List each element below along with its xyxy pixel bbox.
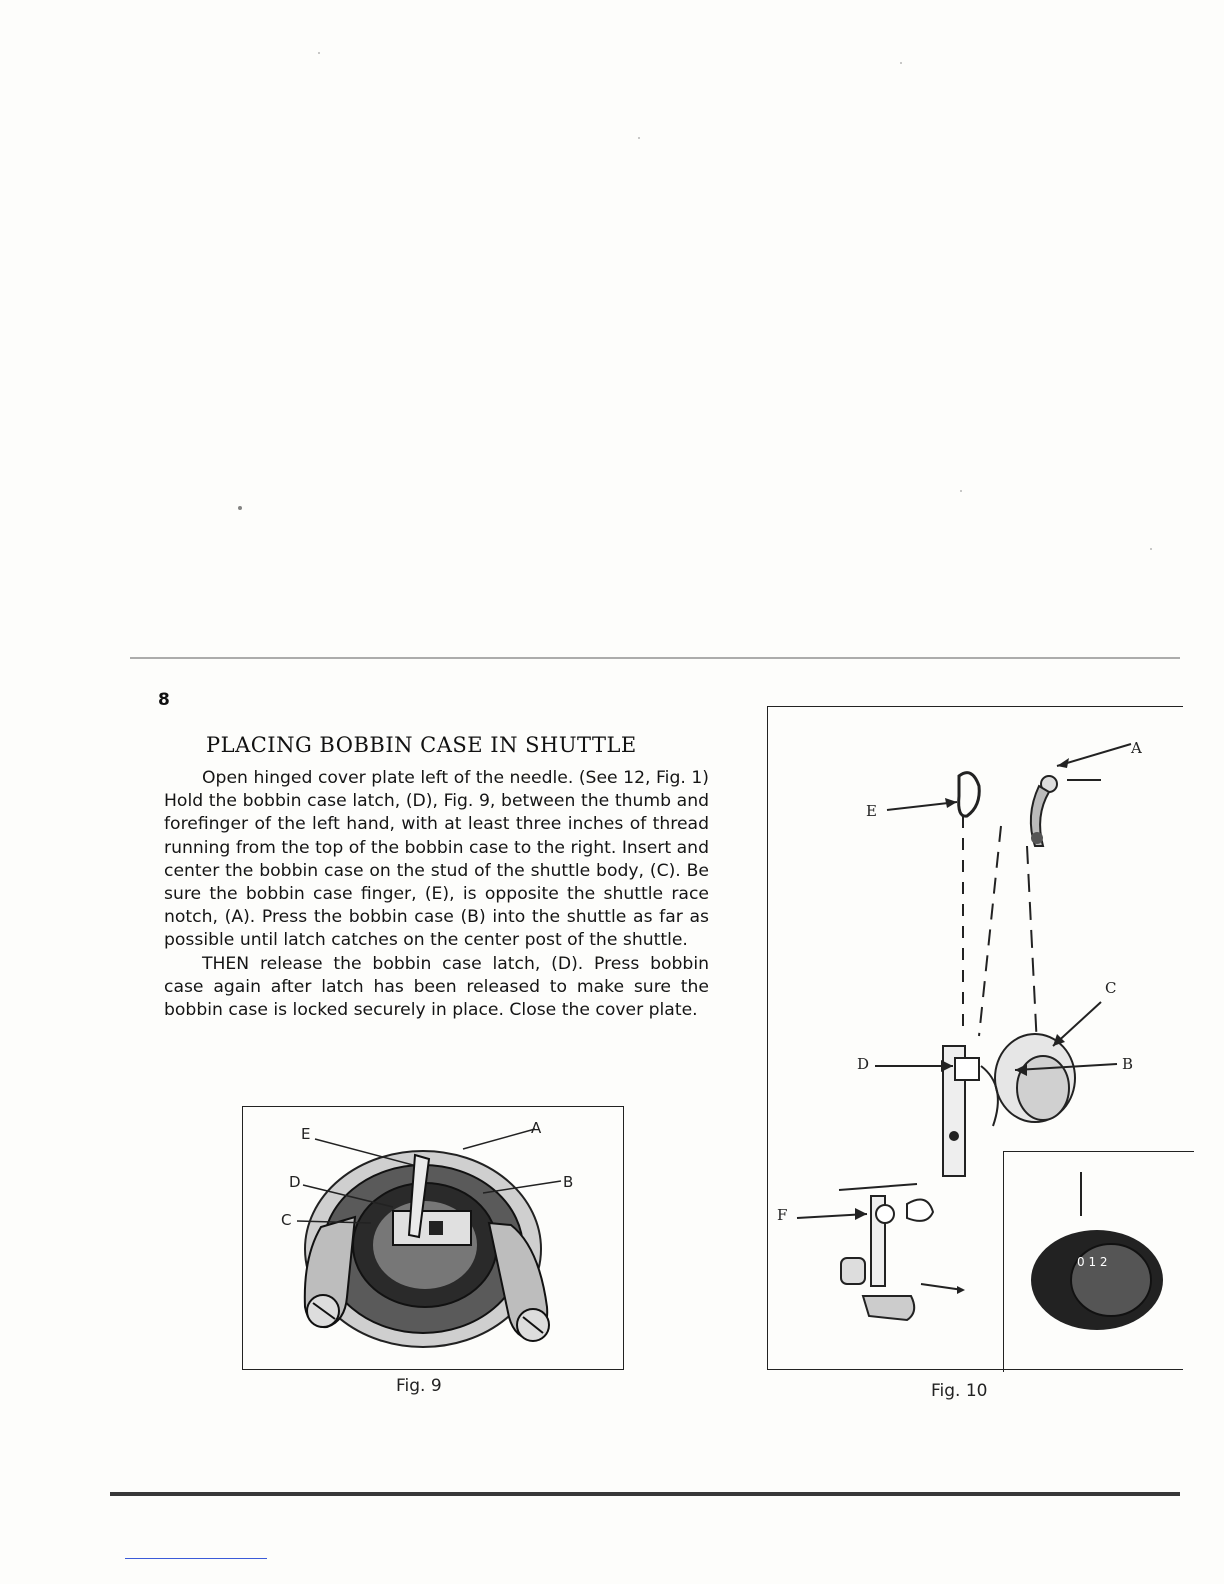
fig9-bobbin-shuttle-drawing <box>243 1107 623 1369</box>
instructions-text <box>164 767 709 1022</box>
fig9-label-a: A <box>531 1119 542 1137</box>
fig9-label-b: B <box>563 1173 574 1191</box>
fig10-label-f: F <box>777 1206 788 1224</box>
arrow-e-head <box>945 798 957 808</box>
fig10-label-a: A <box>1131 739 1142 757</box>
thread-direction-line <box>921 1284 963 1290</box>
leader-line-e <box>315 1139 413 1165</box>
fig10-caption: Fig. 10 <box>931 1381 988 1401</box>
thread-guide-d <box>955 1058 979 1080</box>
thumb-screw <box>907 1200 933 1221</box>
fig10-label-c: C <box>1105 979 1117 997</box>
thread-guide-eyelet <box>1031 832 1043 844</box>
section-heading: PLACING BOBBIN CASE IN SHUTTLE <box>206 733 637 757</box>
thread-take-up-lever <box>959 773 980 817</box>
fig10-threading-drawing <box>767 706 1182 1368</box>
presser-bar-line <box>839 1184 917 1190</box>
fig9-label-c: C <box>281 1211 292 1229</box>
scan-speck <box>960 490 962 492</box>
fig9-label-e: E <box>301 1125 311 1143</box>
page-number: 8 <box>158 690 170 710</box>
bottom-link-underline <box>125 1558 267 1559</box>
center-post <box>429 1221 443 1235</box>
arrow-f-head <box>855 1208 867 1220</box>
fig10-label-e: E <box>866 802 877 820</box>
arrow-a <box>1057 744 1131 766</box>
scan-speck <box>638 137 640 139</box>
top-divider-rule <box>130 657 1180 659</box>
presser-foot-screw <box>841 1258 865 1284</box>
thread-path-3 <box>1027 846 1037 1046</box>
fig10-label-d: D <box>857 1055 870 1073</box>
scan-speck <box>900 62 902 64</box>
presser-foot <box>863 1296 914 1320</box>
fig9-illustration-frame <box>242 1106 624 1370</box>
fig9-label-d: D <box>289 1173 301 1191</box>
dial-numbers: 0 1 2 <box>1077 1255 1108 1269</box>
scan-speck <box>238 506 242 510</box>
leader-line-a <box>463 1129 535 1149</box>
instructions-paragraph-1: Open hinged cover plate left of the needle. (See 12, Fig. 1) Hold the bobbin case latch, (D), Fig. 9, between the thumb and forefinger of the left hand, with at least three inches of thread running from the top of the bobbin case to the right. Insert and center the bobbin case on the stud of the shuttle body, (C). Be sure the bobbin case finger, (E), is opposite the shuttle race notch, (A). Press the bobbin case (B) into the shuttle as far as possible until latch catches on the center post of the shuttle. <box>164 768 709 951</box>
fig10-label-b: B <box>1122 1055 1134 1073</box>
plate-screw <box>949 1131 959 1141</box>
thread-path-2 <box>979 826 1001 1036</box>
scan-speck <box>318 52 320 54</box>
needle-eye-guide <box>876 1205 894 1223</box>
fig9-caption: Fig. 9 <box>396 1376 442 1396</box>
scan-speck <box>1150 548 1152 550</box>
bottom-divider-rule <box>110 1492 1180 1496</box>
instructions-paragraph-2: THEN release the bobbin case latch, (D). Press bobbin case again after latch has been released to make sure the bobbin case is locked securely in place. Close the cover plate. <box>164 953 709 1021</box>
thread-direction-arrow <box>957 1286 965 1294</box>
